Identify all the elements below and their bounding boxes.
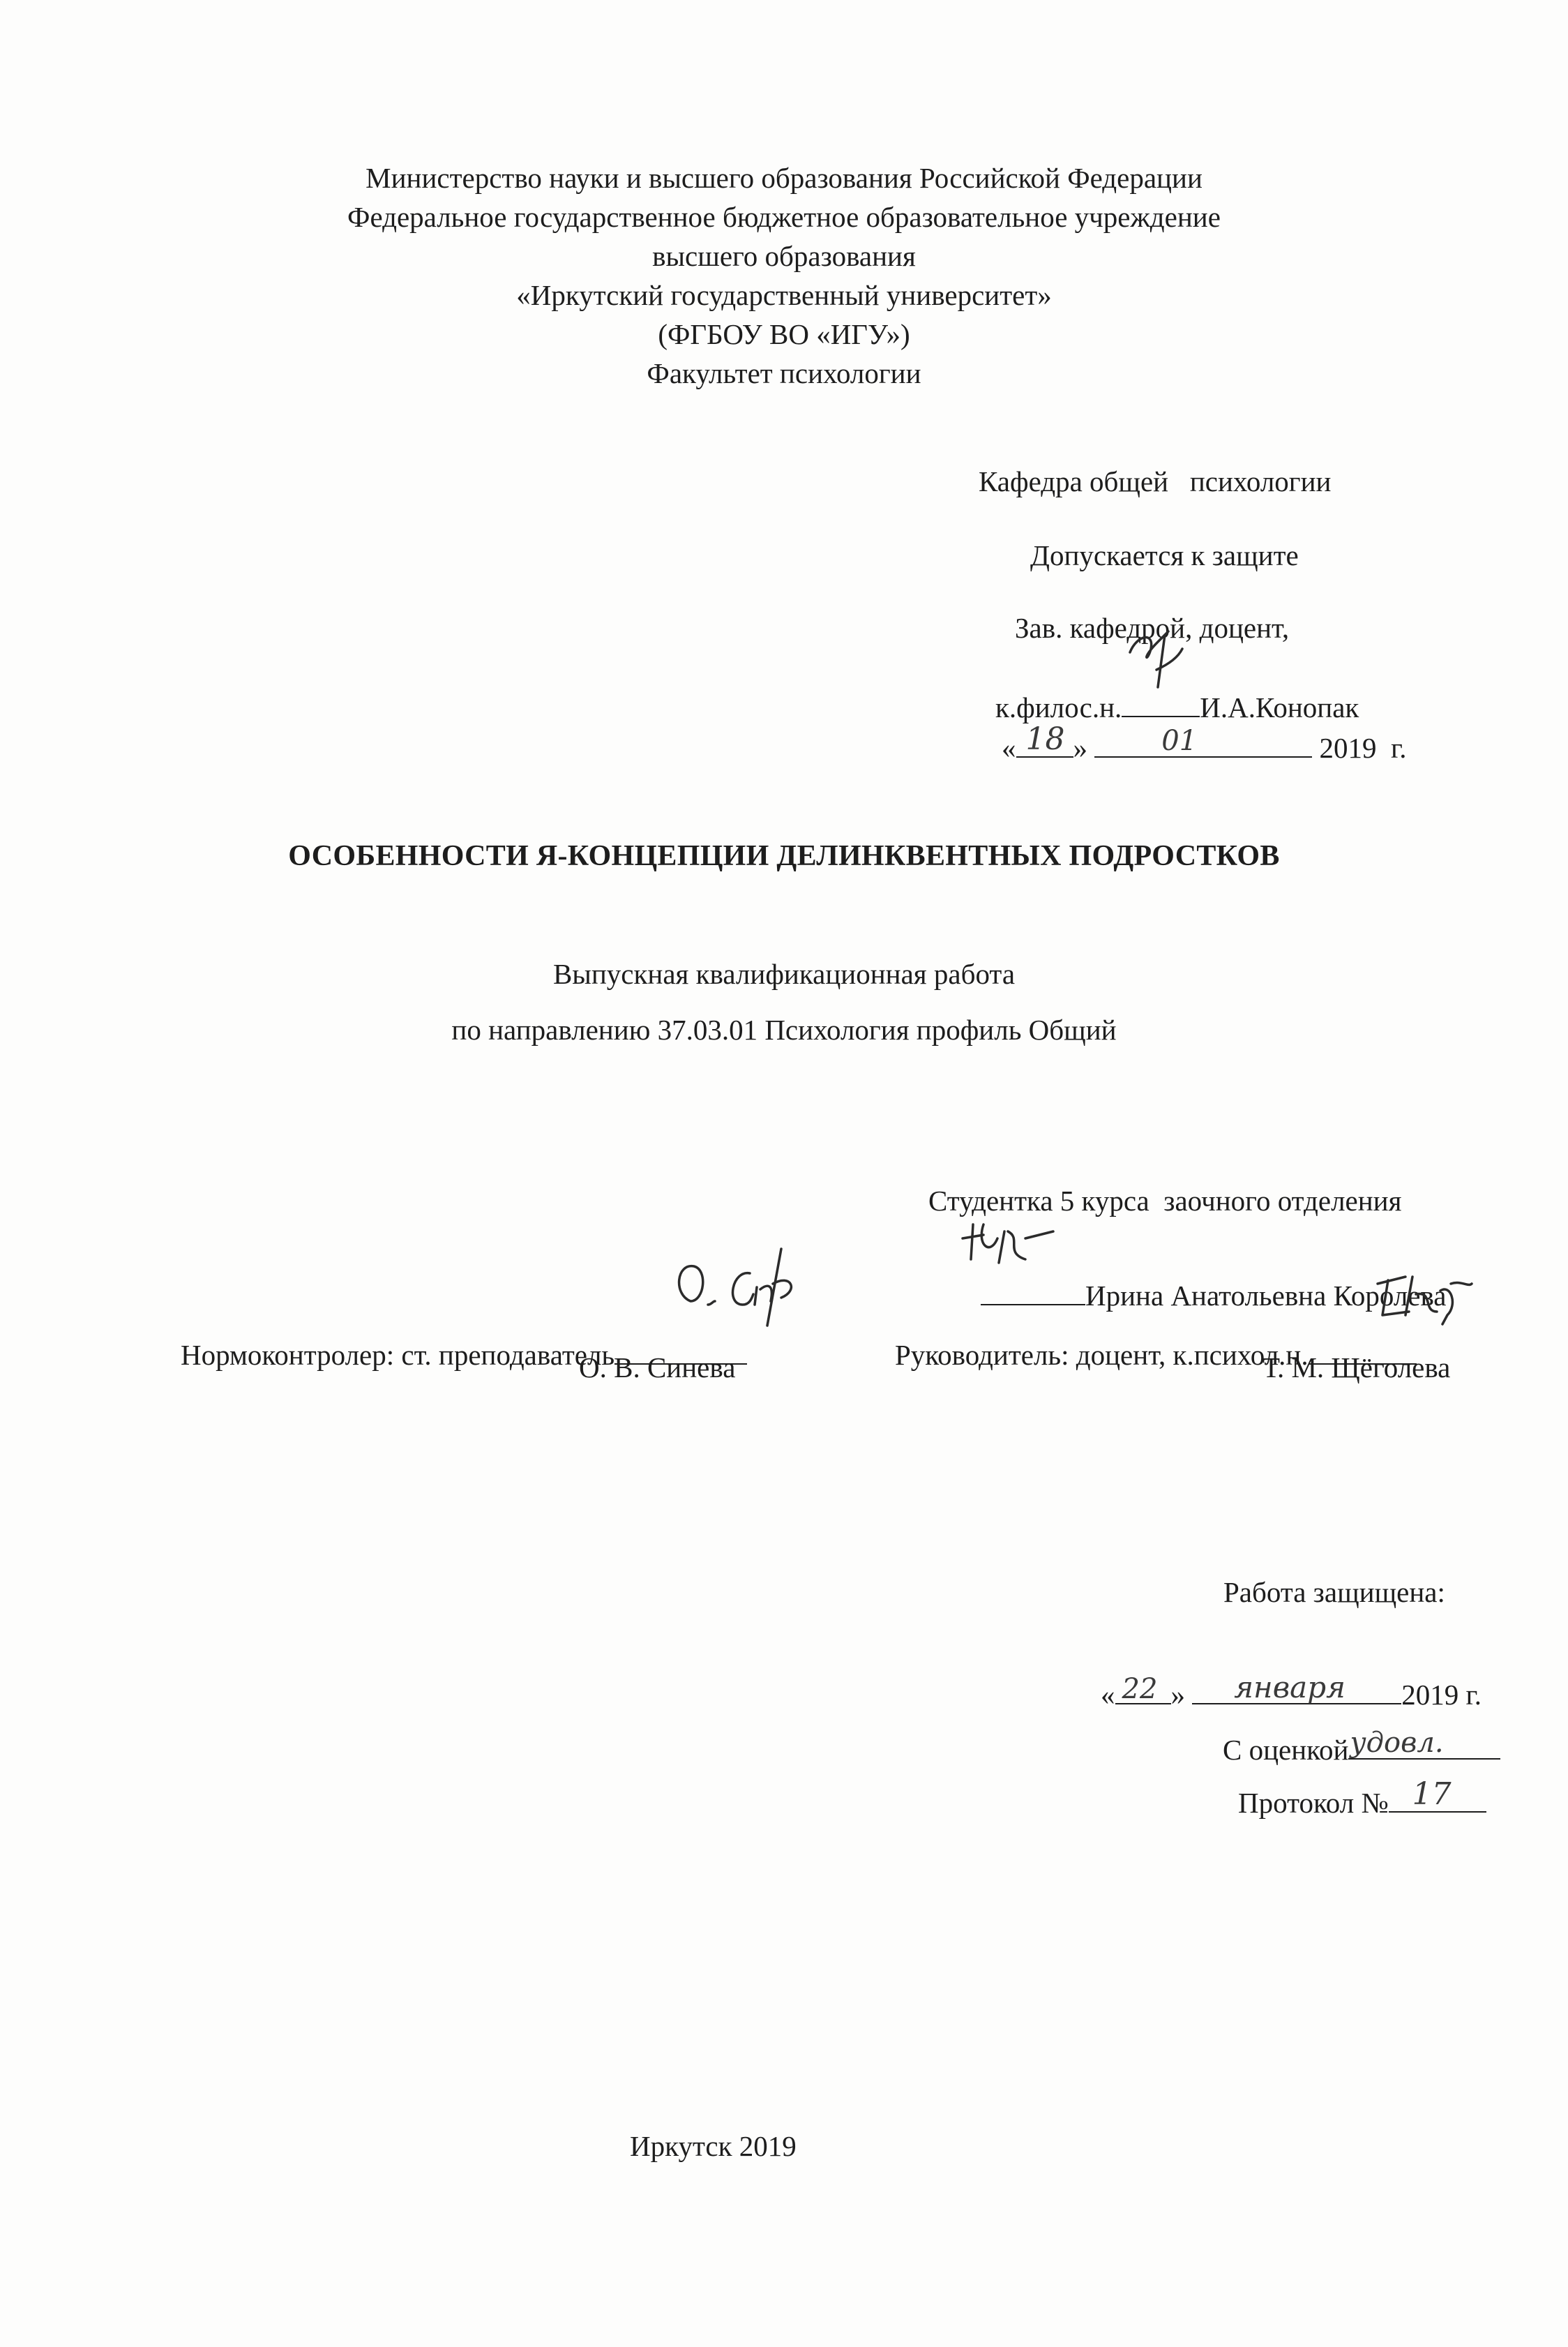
normcontrol-name: О. В. Синева: [579, 1351, 736, 1384]
approval-date-line: « 18 » 01 2019 г.: [1002, 721, 1407, 764]
student-name: Ирина Анатольевна Королева: [1085, 1280, 1447, 1312]
institution-type-line: Федеральное государственное бюджетное образовательное учреждение: [347, 201, 1221, 233]
normcontrol-signature: [670, 1235, 816, 1333]
faculty-line: Факультет психологии: [647, 357, 921, 389]
city-year: Иркутск 2019: [630, 2130, 797, 2162]
approval-day-blank: [1016, 721, 1073, 758]
approval-year: 2019 г.: [1319, 732, 1407, 764]
department-line: Кафедра общей психологии: [979, 465, 1332, 497]
institution-level-line: высшего образования: [652, 240, 916, 272]
work-direction-line: по направлению 37.03.01 Психология профиль Общий: [451, 1014, 1117, 1046]
approval-day: 18: [1025, 721, 1065, 757]
grade-value: удовл.: [1350, 1727, 1444, 1759]
normcontrol-label: Нормоконтролер: ст. преподаватель: [181, 1339, 615, 1371]
approval-month: 01: [1161, 725, 1198, 757]
head-title-line: Зав. кафедрой, доцент,: [1015, 612, 1290, 644]
supervisor-label: Руководитель: доцент, к.психол.н.: [895, 1339, 1309, 1371]
defense-label: Работа защищена:: [1223, 1576, 1445, 1608]
defense-day: 22: [1122, 1673, 1158, 1705]
defense-date-line: « 22 » января 2019 г.: [1072, 1636, 1482, 1753]
abbreviation-line: (ФГБОУ ВО «ИГУ»): [658, 318, 910, 350]
defense-day-blank: [1115, 1673, 1171, 1705]
head-degree: к.филос.н.: [995, 691, 1122, 723]
protocol-label: Протокол №: [1238, 1787, 1389, 1819]
ministry-line: Министерство науки и высшего образования Российской Федерации: [365, 162, 1203, 194]
work-description: [0, 954, 1568, 1049]
defense-month: января: [1234, 1670, 1345, 1704]
protocol-blank: [1389, 1776, 1486, 1813]
work-type-line: Выпускная квалификационная работа: [552, 958, 1016, 990]
head-signature: [1116, 621, 1200, 691]
approval-month-blank: [1094, 725, 1312, 758]
protocol-line: [1209, 1744, 1486, 1861]
institution-header: [0, 158, 1568, 393]
head-name: И.А.Конопак: [1200, 691, 1359, 723]
protocol-value: 17: [1412, 1776, 1452, 1812]
supervisor-name: Т. М. Щёголева: [1262, 1351, 1451, 1384]
student-label: Студентка 5 курса заочного отделения: [928, 1185, 1402, 1217]
grade-label: С оценкой: [1223, 1734, 1349, 1766]
university-line: «Иркутский государственный университет»: [516, 279, 1052, 311]
supervisor-signature: [1367, 1263, 1479, 1326]
student-signature: [956, 1217, 1067, 1273]
admitted-line: Допускается к защите: [1030, 539, 1299, 571]
defense-year: 2019 г.: [1401, 1679, 1482, 1711]
thesis-title: ОСОБЕННОСТИ Я-КОНЦЕПЦИИ ДЕЛИНКВЕНТНЫХ ПОДРОСТКОВ: [288, 840, 1280, 872]
